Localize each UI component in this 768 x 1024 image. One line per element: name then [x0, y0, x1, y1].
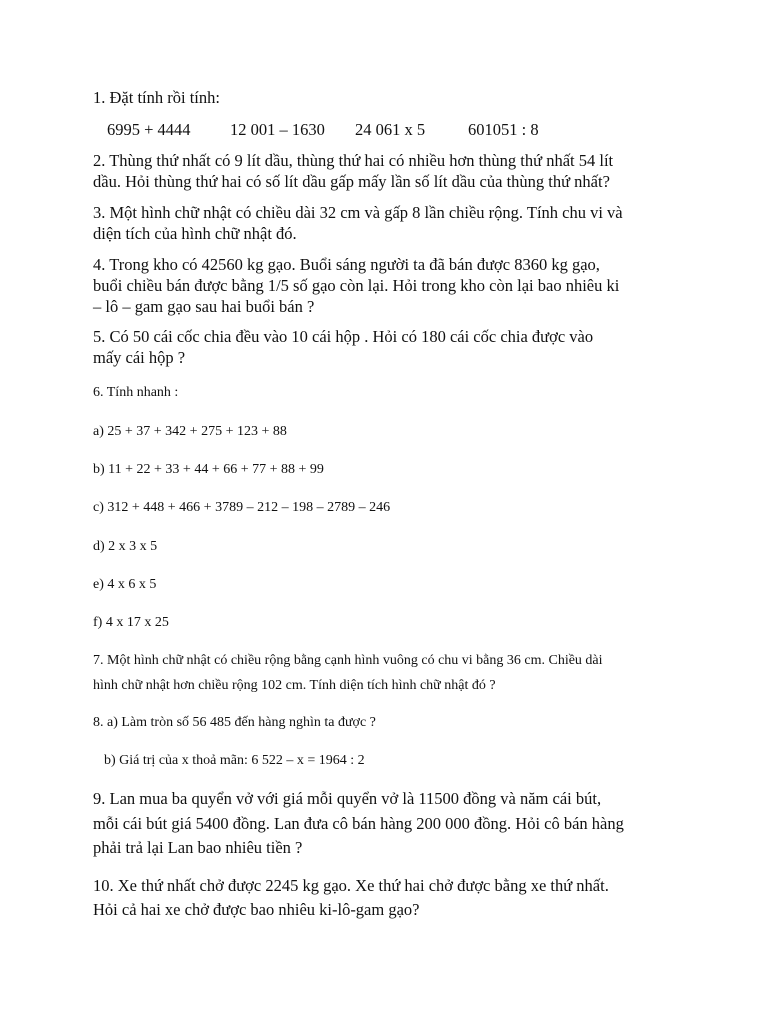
problem-6-b: b) 11 + 22 + 33 + 44 + 66 + 77 + 88 + 99 [93, 462, 324, 477]
problem-6-d: d) 2 x 3 x 5 [93, 539, 158, 554]
problem-4-line-3: – lô – gam gạo sau hai buổi bán ? [93, 297, 315, 316]
problem-6-f: f) 4 x 17 x 25 [93, 615, 169, 630]
problem-9-line-3: phải trả lại Lan bao nhiêu tiền ? [93, 838, 303, 857]
problem-4-line-1: 4. Trong kho có 42560 kg gạo. Buổi sáng người ta đã bán được 8360 kg gạo, [93, 255, 600, 274]
problem-6-e: e) 4 x 6 x 5 [93, 577, 157, 592]
operation-4: 601051 : 8 [468, 120, 539, 139]
problem-5-line-2: mấy cái hộp ? [93, 348, 186, 367]
problem-6-title: 6. Tính nhanh : [93, 385, 179, 400]
problem-8-b: b) Giá trị của x thoả mãn: 6 522 – x = 1964 : 2 [104, 753, 365, 768]
problem-6-a: a) 25 + 37 + 342 + 275 + 123 + 88 [93, 424, 287, 439]
problem-7-line-1: 7. Một hình chữ nhật có chiều rộng bằng cạnh hình vuông có chu vi bằng 36 cm. Chiều dài [93, 653, 603, 668]
problem-2-line-1: 2. Thùng thứ nhất có 9 lít dầu, thùng thứ hai có nhiều hơn thùng thứ nhất 54 lít [93, 151, 614, 170]
problem-10-line-2: Hỏi cả hai xe chở được bao nhiêu ki-lô-gam gạo? [93, 900, 420, 919]
operation-3: 24 061 x 5 [355, 120, 426, 139]
problem-10-line-1: 10. Xe thứ nhất chở được 2245 kg gạo. Xe thứ hai chở được bằng xe thứ nhất. [93, 876, 609, 895]
problem-3-line-1: 3. Một hình chữ nhật có chiều dài 32 cm và gấp 8 lần chiều rộng. Tính chu vi và [93, 203, 623, 222]
operation-1: 6995 + 4444 [107, 120, 191, 139]
problem-1-title: 1. Đặt tính rồi tính: [93, 88, 220, 107]
problem-5-line-1: 5. Có 50 cái cốc chia đều vào 10 cái hộp . Hỏi có 180 cái cốc chia được vào [93, 327, 594, 346]
problem-9-line-1: 9. Lan mua ba quyển vở với giá mỗi quyển vở là 11500 đồng và năm cái bút, [93, 789, 602, 808]
problem-6-c: c) 312 + 448 + 466 + 3789 – 212 – 198 – 2789 – 246 [93, 500, 391, 515]
problem-8-a: 8. a) Làm tròn số 56 485 đến hàng nghìn ta được ? [93, 715, 376, 730]
problem-3-line-2: diện tích của hình chữ nhật đó. [93, 224, 297, 243]
problem-7-line-2: hình chữ nhật hơn chiều rộng 102 cm. Tính diện tích hình chữ nhật đó ? [93, 678, 496, 693]
problem-4-line-2: buổi chiều bán được bằng 1/5 số gạo còn lại. Hỏi trong kho còn lại bao nhiêu ki [93, 276, 620, 295]
operation-2: 12 001 – 1630 [230, 120, 325, 139]
problem-2-line-2: dầu. Hỏi thùng thứ hai có số lít dầu gấp mấy lần số lít dầu của thùng thứ nhất? [93, 172, 610, 191]
problem-9-line-2: mỗi cái bút giá 5400 đồng. Lan đưa cô bán hàng 200 000 đồng. Hỏi cô bán hàng [93, 814, 624, 833]
